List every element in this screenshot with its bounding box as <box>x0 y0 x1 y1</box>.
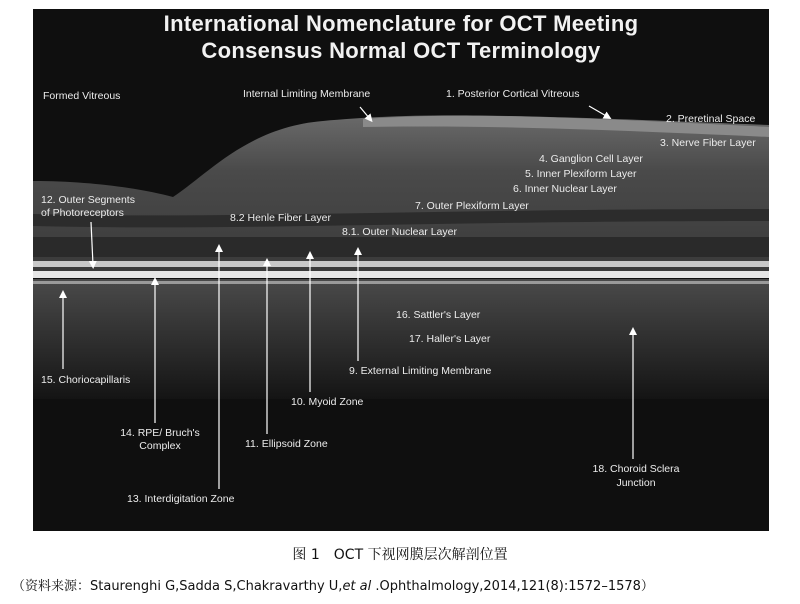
label-posterior-cortical-vitreous: 1. Posterior Cortical Vitreous <box>446 88 580 100</box>
figure-source <box>12 575 654 594</box>
label-ganglion-cell-layer: 4. Ganglion Cell Layer <box>539 153 643 165</box>
label-sattlers-layer: 16. Sattler's Layer <box>396 309 481 321</box>
arrow-outer-segments <box>91 222 93 265</box>
label-interdigitation-zone: 13. Interdigitation Zone <box>127 493 235 505</box>
label-inner-plexiform-layer: 5. Inner Plexiform Layer <box>525 168 637 180</box>
label-rpe-bruch-line2: Complex <box>139 440 181 452</box>
label-choroid-sclera-line1: 18. Choroid Sclera <box>592 463 680 475</box>
label-formed-vitreous: Formed Vitreous <box>43 90 121 102</box>
source-etal: et al <box>342 579 372 594</box>
label-external-limiting-membrane: 9. External Limiting Membrane <box>349 365 492 377</box>
source-suffix: .Ophthalmology,2014,121(8):1572–1578） <box>371 579 654 594</box>
label-hallers-layer: 17. Haller's Layer <box>409 333 491 345</box>
arrows-overlay <box>33 9 769 531</box>
oct-figure <box>33 9 769 531</box>
label-outer-segments-line1: 12. Outer Segments <box>41 194 135 206</box>
source-prefix: （资料来源：Staurenghi G,Sadda S,Chakravarthy U, <box>12 579 343 594</box>
figure-title-line2: Consensus Normal OCT Terminology <box>201 38 601 63</box>
label-ellipsoid-zone: 11. Ellipsoid Zone <box>245 438 328 450</box>
label-outer-plexiform-layer: 7. Outer Plexiform Layer <box>415 200 529 212</box>
label-inner-nuclear-layer: 6. Inner Nuclear Layer <box>513 183 617 195</box>
label-outer-nuclear-layer: 8.1. Outer Nuclear Layer <box>342 226 457 238</box>
label-outer-segments-line2: of Photoreceptors <box>41 207 124 219</box>
label-internal-limiting-membrane: Internal Limiting Membrane <box>243 88 371 100</box>
label-choriocapillaris: 15. Choriocapillaris <box>41 374 131 386</box>
label-choroid-sclera-line2: Junction <box>616 477 656 489</box>
label-preretinal-space: 2. Preretinal Space <box>666 113 756 125</box>
label-henle-fiber-layer: 8.2 Henle Fiber Layer <box>230 212 331 224</box>
arrow-internal-limiting-membrane <box>360 107 370 119</box>
figure-caption: 图 1 OCT 下视网膜层次解剖位置 <box>292 547 508 563</box>
label-nerve-fiber-layer: 3. Nerve Fiber Layer <box>660 137 756 149</box>
arrow-posterior-cortical-vitreous <box>589 106 608 117</box>
label-rpe-bruch-line1: 14. RPE/ Bruch's <box>120 427 200 439</box>
label-myoid-zone: 10. Myoid Zone <box>291 396 364 408</box>
figure-title-line1: International Nomenclature for OCT Meeting <box>163 11 639 36</box>
